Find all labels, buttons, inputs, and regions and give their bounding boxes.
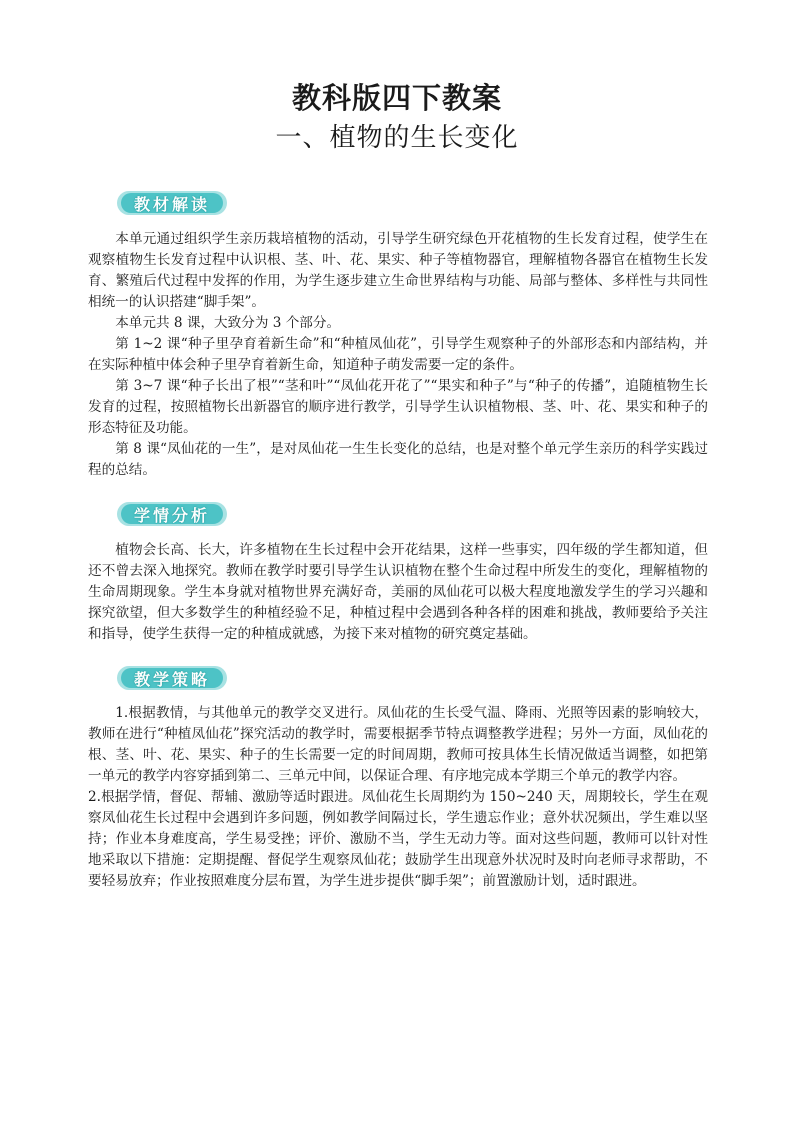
section-badge-label: 教学策略 xyxy=(133,669,210,689)
paragraph: 2.根据学情，督促、帮辅、激励等适时跟进。凤仙花生长周期约为 150~240 天，周期较长，学生在观察凤仙花生长过程中会遇到许多问题，例如教学间隔过长，学生遗忘作业；意外状况频出，学生难以坚持；作业本身难度高，学生易受挫；评价、激励不当，学生无动力等。面对这些问题，教师可以针对性地采取以下措施：定期提醒、督促学生观察凤仙花；鼓励学生出现意外状况时及时向老师寻求帮助，不要轻易放弃；作业按照难度分层布置，为学生进步提供“脚手架”；前置激励计划，适时跟进。 xyxy=(88,789,708,889)
section-badge-label: 教材解读 xyxy=(133,194,210,214)
paragraph: 植物会长高、长大，许多植物在生长过程中会开花结果，这样一些事实，四年级的学生都知道，但还不曾去深入地探究。教师在教学时要引导学生认识植物在整个生命过程中所发生的变化，理解植物的生命周期现象。学生本身就对植物世界充满好奇，美丽的凤仙花可以极大程度地激发学生的学习兴趣和探究欲望，但大多数学生的种植经验不足，种植过程中会遇到各种各样的困难和挑战，教师要给予关注和指导，使学生获得一定的种植成就感，为接下来对植物的研究奠定基础。 xyxy=(88,542,708,642)
paragraph: 本单元共 8 课，大致分为 3 个部分。 xyxy=(115,315,341,331)
paragraph: 第 1~2 课“种子里孕育着新生命”和“种植凤仙花”，引导学生观察种子的外部形态和内部结构，并在实际种植中体会种子里孕育着新生命，知道种子萌发需要一定的条件。 xyxy=(88,336,708,373)
section-badge-strategy xyxy=(116,664,228,692)
paragraph: 1.根据教情，与其他单元的教学交叉进行。凤仙花的生长受气温、降雨、光照等因素的影响较大，教师在进行“种植凤仙花”探究活动的教学时，需要根据季节特点调整教学进程；另外一方面，凤仙花的根、茎、叶、花、果实、种子的生长需要一定的时间周期，教师可按具体生长情况做适当调整，如把第一单元的教学内容穿插到第二、三单元中间，以保证合理、有序地完成本学期三个单元的教学内容。 xyxy=(88,705,708,784)
paragraph: 第 8 课“凤仙花的一生”，是对凤仙花一生生长变化的总结，也是对整个单元学生亲历的科学实践过程的总结。 xyxy=(88,441,708,478)
document-title: 教科版四下教案 xyxy=(291,81,502,115)
section-badge-label: 学情分析 xyxy=(133,505,210,525)
unit-title: 一、植物的生长变化 xyxy=(275,123,519,153)
paragraph: 第 3~7 课“种子长出了根”“茎和叶”“凤仙花开花了”“果实和种子”与“种子的传播”，追随植物生长发育的过程，按照植物长出新器官的顺序进行教学，引导学生认识植物根、茎、叶、花、果实和种子的形态特征及功能。 xyxy=(88,378,708,436)
section-badge-student xyxy=(116,500,228,528)
paragraph: 本单元通过组织学生亲历栽培植物的活动，引导学生研究绿色开花植物的生长发育过程，使学生在观察植物生长发育过程中认识根、茎、叶、花、果实、种子等植物器官，理解植物各器官在植物生长发育、繁殖后代过程中发挥的作用，为学生逐步建立生命世界结构与功能、局部与整体、多样性与共同性相统一的认识搭建“脚手架”。 xyxy=(88,231,708,310)
section-badge-textbook xyxy=(116,189,228,217)
